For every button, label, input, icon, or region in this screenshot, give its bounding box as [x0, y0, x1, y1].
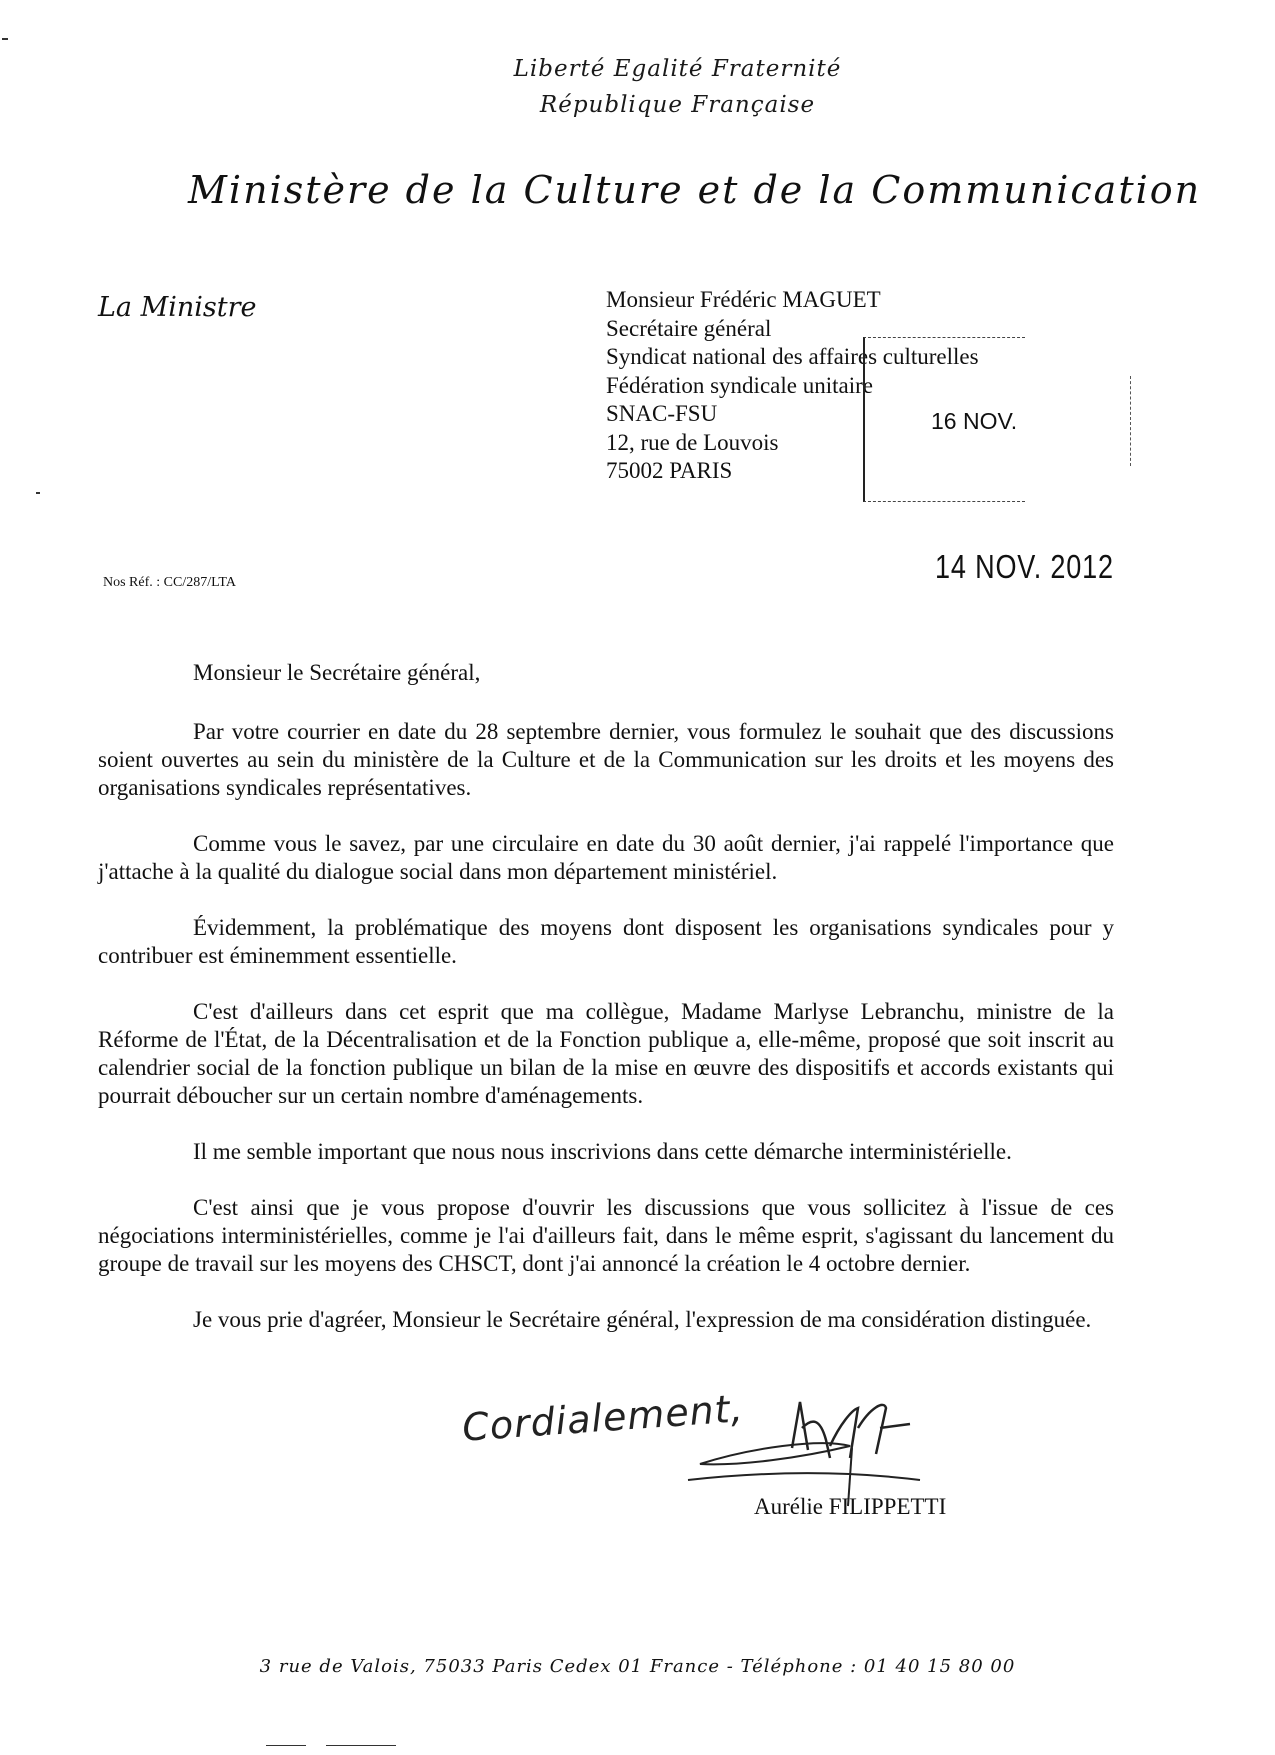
- letter-body: [98, 718, 1114, 1362]
- recipient-street: 12, rue de Louvois: [606, 429, 779, 455]
- recipient-acronym: SNAC-FSU: [606, 401, 718, 426]
- paragraph: C'est ainsi que je vous propose d'ouvrir les discussions que vous sollicitez à l'issue de ces négociations interministérielles, comme je l'ai d'ailleurs fait, dans le même esprit, s'agissant du lancement du groupe de travail sur les moyens des CHSCT, dont j'ai annoncé la création le 4 octobre dernier.: [98, 1195, 1114, 1276]
- scan-artifact: [2, 38, 8, 40]
- republic-name: République Française: [539, 92, 816, 118]
- motto: Liberté Egalité Fraternité: [513, 56, 842, 82]
- scan-artifact: [266, 1745, 306, 1746]
- reception-stamp: [863, 337, 1025, 502]
- sender-role: La Ministre: [98, 292, 257, 323]
- scan-artifact: [36, 492, 40, 494]
- footer-address: 3 rue de Valois, 75033 Paris Cedex 01 France - Téléphone : 01 40 15 80 00: [259, 1656, 1016, 1677]
- stamp-date: 16 NOV.: [931, 408, 1018, 434]
- paragraph: Comme vous le savez, par une circulaire en date du 30 août dernier, j'ai rappelé l'importance que j'attache à la qualité du dialogue social dans mon département ministériel.: [98, 831, 1114, 884]
- letter-date: 14 NOV. 2012: [935, 548, 1114, 585]
- recipient-federation: Fédération syndicale unitaire: [606, 372, 873, 398]
- salutation: Monsieur le Secrétaire général,: [193, 660, 481, 685]
- signature-scribble: [680, 1388, 980, 1508]
- scan-artifact: [326, 1745, 396, 1746]
- ministry-name: Ministère de la Culture et de la Communication: [188, 168, 1202, 212]
- paragraph: Il me semble important que nous nous inscrivions dans cette démarche interministérielle.: [193, 1139, 1012, 1164]
- stamp-edge-mark: [1130, 376, 1132, 466]
- recipient-organisation: Syndicat national des affaires culturelles: [606, 344, 979, 369]
- signatory-name: Aurélie FILIPPETTI: [754, 1494, 947, 1519]
- paragraph: Évidemment, la problématique des moyens dont disposent les organisations syndicales pour y contribuer est éminemment essentielle.: [98, 915, 1114, 968]
- closing-paragraph: Je vous prie d'agréer, Monsieur le Secrétaire général, l'expression de ma considération distinguée.: [193, 1307, 1092, 1332]
- recipient-name: Monsieur Frédéric MAGUET: [606, 287, 881, 312]
- paragraph: Par votre courrier en date du 28 septembre dernier, vous formulez le souhait que des discussions soient ouvertes au sein du ministère de la Culture et de la Communication sur les droits et les moyens des organisations syndicales représentatives.: [98, 719, 1114, 800]
- paragraph: C'est d'ailleurs dans cet esprit que ma collègue, Madame Marlyse Lebranchu, ministre de la Réforme de l'État, de la Décentralisation et de la Fonction publique a, elle-même, proposé que soit inscrit au calendrier social de la fonction publique un bilan de la mise en œuvre des dispositifs et accords existants qui pourrait déboucher sur un certain nombre d'aménagements.: [98, 999, 1114, 1108]
- reference-number: Nos Réf. : CC/287/LTA: [103, 575, 236, 590]
- handwritten-note: Cordialement,: [460, 1386, 745, 1450]
- recipient-city: 75002 PARIS: [606, 458, 733, 483]
- recipient-title: Secrétaire général: [606, 315, 772, 341]
